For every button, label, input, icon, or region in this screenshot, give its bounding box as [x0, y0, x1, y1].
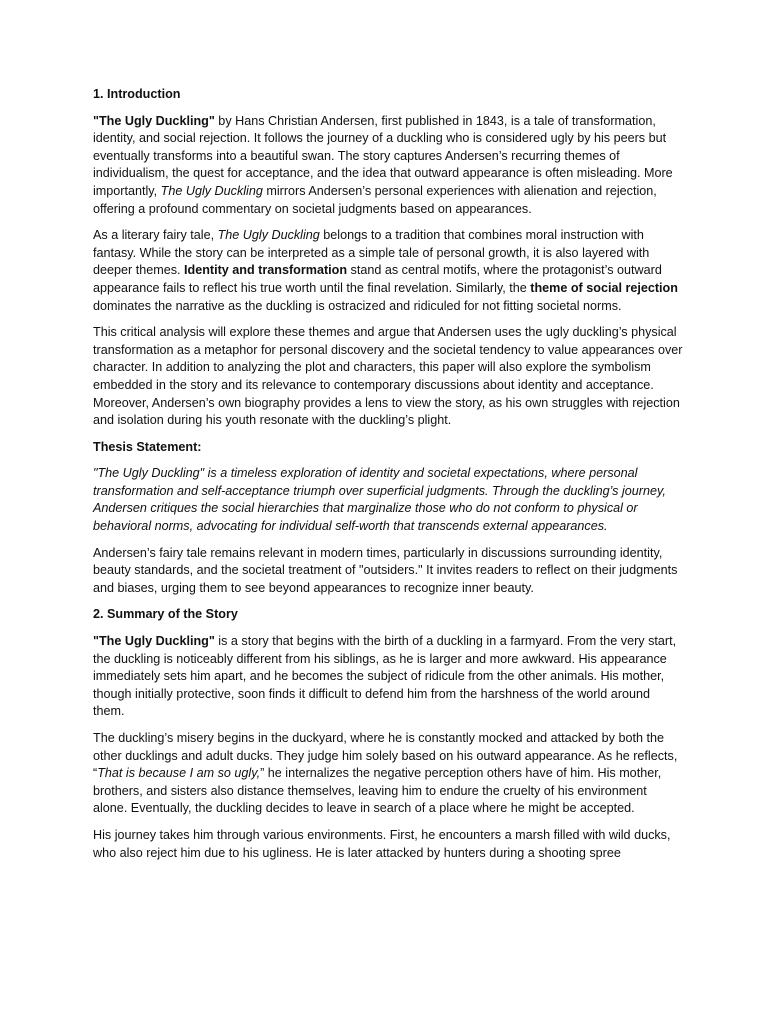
intro-paragraph-4: Andersen’s fairy tale remains relevant in modern times, particularly in discussions surrounding identity, beauty standards, and the societal treatment of "outsiders." It invites readers to reflect on their judgments and biases, urging them to see beyond appearances to recognize inner beauty. [93, 545, 678, 595]
text-span: As a literary fairy tale, [93, 228, 218, 243]
text-span: dominates the narrative as the duckling is ostracized and ridiculed for not fitting societal norms. [93, 298, 622, 313]
intro-paragraph-1 [93, 113, 683, 219]
bold-title: "The Ugly Duckling" [93, 634, 215, 649]
section-heading-summary: 2. Summary of the Story [93, 607, 238, 622]
document-page [93, 86, 683, 871]
summary-paragraph-3: His journey takes him through various environments. First, he encounters a marsh filled with wild ducks, who also reject him due to his ugliness. He is later attacked by hunters during a shooting spree [93, 827, 671, 860]
thesis-label [93, 439, 683, 457]
text-span: The duckling’s misery begins in the duckyard, where he is constantly mocked and attacked by both the other ducklings and adult ducks. They judge him solely based on his outward appearance. As he reflects, “ [93, 731, 678, 781]
italic-title: The Ugly Duckling [160, 183, 263, 198]
summary-paragraph-1 [93, 633, 683, 721]
bold-phrase: theme of social rejection [530, 280, 678, 295]
italic-quote: That is because I am so ugly, [97, 766, 261, 781]
bold-phrase: Identity and transformation [184, 263, 348, 278]
bold-title: "The Ugly Duckling" [93, 113, 215, 128]
text-span: ” he internalizes the negative perception others have of him. His mother, brothers, and sisters also distance themselves, leaving him to endure the cruelty of his environment alone. Eventually, the duckling decides to leave in search of a place where he might be accepted. [93, 766, 662, 816]
section-heading-introduction: 1. Introduction [93, 87, 181, 101]
text-span: by Hans Christian Andersen, first published in 1843, is a tale of transformation, identity, and social rejection. It follows the journey of a duckling who is considered ugly by his peers but eventually transforms into a beautiful swan. The story captures Andersen’s recurring themes of individualism, the quest for acceptance, and the idea that outward appearance is often misleading. More importantly, [93, 113, 673, 198]
intro-paragraph-2 [93, 227, 683, 315]
summary-paragraph-2 [93, 730, 683, 818]
text-span: mirrors Andersen’s personal experiences with alienation and rejection, offering a profound commentary on societal judgments based on appearances. [93, 183, 657, 216]
thesis-label-text: Thesis Statement: [93, 439, 202, 454]
text-span: stand as central motifs, where the protagonist’s outward appearance fails to reflect his true worth until the final revelation. Similarly, the [93, 263, 662, 295]
text-span: belongs to a tradition that combines moral instruction with fantasy. While the story can be interpreted as a simple tale of personal growth, it is also layered with deeper themes. [93, 228, 650, 278]
intro-paragraph-3: This critical analysis will explore these themes and argue that Andersen uses the ugly duckling’s physical transformation as a metaphor for personal discovery and the societal tendency to value appearances over character. In addition to analyzing the plot and characters, this paper will also explore the symbolism embedded in the story and its relevance to contemporary discussions about identity and acceptance. Moreover, Andersen’s own biography provides a lens to view the story, as his own struggles with rejection and isolation during his youth resonate with the duckling’s plight. [93, 325, 683, 428]
italic-title: The Ugly Duckling [217, 228, 320, 243]
text-span: is a story that begins with the birth of a duckling in a farmyard. From the very start, the duckling is noticeably different from his siblings, as he is larger and more awkward. His appearance immediately sets him apart, and he becomes the subject of ridicule from the other animals. His mother, though initially protective, soon finds it difficult to defend him from the harshness of the world around them. [93, 634, 677, 719]
thesis-statement: "The Ugly Duckling" is a timeless exploration of identity and societal expectations, where personal transformation and self-acceptance triumph over superficial judgments. Through the duckling’s journey, Andersen critiques the social hierarchies that marginalize those who do not conform to physical or behavioral norms, advocating for individual self-worth that transcends external appearances. [93, 466, 666, 534]
